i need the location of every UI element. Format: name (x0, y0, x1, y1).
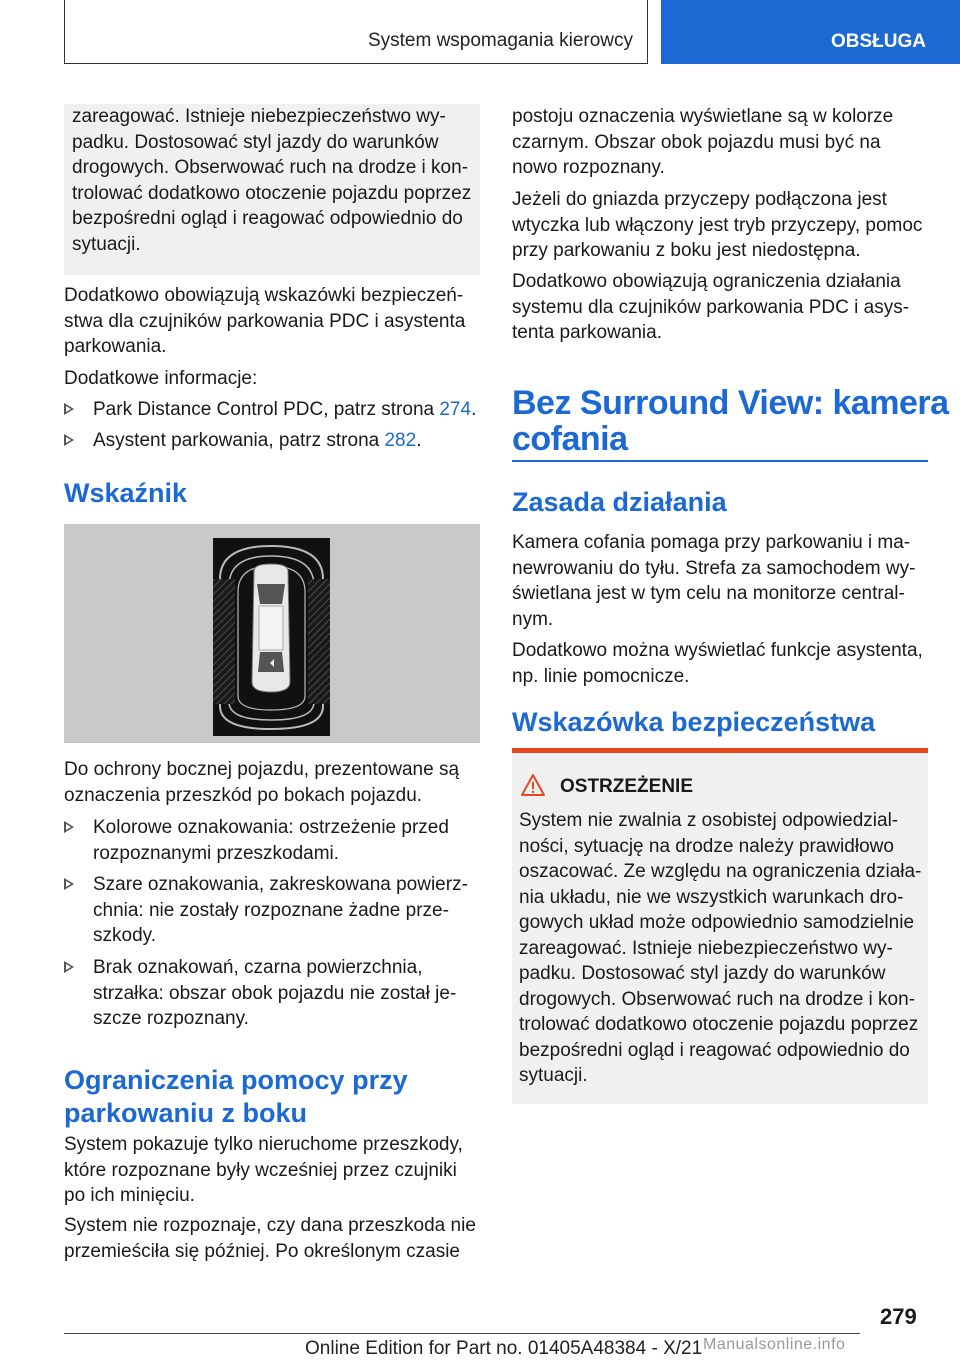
warning-text: zareagować. Istnieje niebezpieczeństwo wy- padku. Dostosować styl jazdy do warunków drogowych. Obserwować ruch na drodze i kon- trolować dodatkowo otoczenie pojazdu poprzez bezpośredni ogląd i reagować odpowiednio do sytuacji. (72, 106, 472, 255)
warning-text: System nie zwalnia z osobistej odpowiedzial- ności, sytuację na drodze należy prawidłowo oszacować. Ze względu na ograniczenia działa- nia układu, nie we wszystkich warunkach dro- gowych układ może odpowiednio samodzielnie zareagować. Istnieje niebezpieczeństwo wy- padku. Dostosować styl jazdy do warunków drogowych. Obserwować ruch na drodze i kon- trolować dodatkowo otoczenie pojazdu poprzez bezpośredni ogląd i reagować odpowiednio do sytuacji. (519, 810, 922, 1086)
heading-side-parking-limits: Ograniczenia pomocy przy parkowaniu z boku (64, 1065, 408, 1128)
triangle-bullet-icon (64, 434, 74, 446)
heading-rear-camera: Bez Surround View: kamera cofania (512, 384, 949, 458)
warning-box (512, 748, 928, 1104)
parking-view-illustration (64, 524, 480, 743)
warning-triangle-icon (520, 773, 546, 797)
paragraph-static-obstacles: System pokazuje tylko nieruchome przeszkody, które rozpoznane były wcześniej przez czujniki po ich minięciu. (64, 1134, 463, 1206)
triangle-bullet-icon (64, 403, 74, 415)
heading-safety-note: Wskazówka bezpieczeństwa (512, 707, 876, 737)
heading-divider (512, 460, 928, 462)
warning-box-continued (64, 104, 480, 275)
footer-divider (64, 1333, 860, 1334)
paragraph-more-info: Dodatkowe informacje: (64, 368, 258, 389)
header-section-tab (661, 0, 960, 64)
triangle-bullet-icon (64, 961, 74, 973)
paragraph-assistant-functions: Dodatkowo można wyświetlać funkcje asystenta, np. linie pomocnicze. (512, 640, 923, 687)
paragraph-trailer: Jeżeli do gniazda przyczepy podłączona jest wtyczka lub włączony jest tryb przyczepy, pomoc przy parkowaniu z boku jest niedostępna. (512, 189, 923, 261)
triangle-bullet-icon (64, 878, 74, 890)
warning-top-bar (512, 748, 928, 753)
warning-title: OSTRZEŻENIE (560, 776, 694, 797)
footer-edition: Online Edition for Part no. 01405A48384 - X/21 (305, 1338, 703, 1359)
car-side-protection-icon (64, 524, 480, 743)
page-link[interactable]: 282 (384, 430, 417, 451)
paragraph-camera-function: Kamera cofania pomaga przy parkowaniu i ma- newrowaniu do tyłu. Strefa za samochodem wy- świetlana jest w tym celu na monitorze central- nym. (512, 532, 916, 630)
page-link[interactable]: 274 (439, 399, 472, 420)
triangle-bullet-icon (64, 821, 74, 833)
header-section-label: OBSŁUGA (831, 31, 926, 52)
watermark: Manualsonline.info (703, 1336, 846, 1353)
header-title-box (64, 0, 648, 64)
paragraph-side-protection: Do ochrony bocznej pojazdu, prezentowane są oznaczenia przeszkód po bokach pojazdu. (64, 759, 460, 806)
paragraph-black-markings: postoju oznaczenia wyświetlane są w kolorze czarnym. Obszar obok pojazdu musi być na nowo rozpoznany. (512, 106, 894, 178)
paragraph-safety-note: Dodatkowo obowiązują wskazówki bezpieczeń- stwa dla czujników parkowania PDC i asystenta parkowania. (64, 285, 466, 357)
header-title: System wspomagania kierowcy (367, 30, 633, 51)
paragraph-obstacle-moved: System nie rozpoznaje, czy dana przeszkoda nie przemieściła się później. Po określonym czasie (64, 1215, 476, 1262)
heading-principle: Zasada działania (512, 487, 727, 517)
heading-indicator: Wskaźnik (64, 478, 188, 508)
page-number: 279 (880, 1304, 917, 1329)
paragraph-limitations: Dodatkowo obowiązują ograniczenia działania systemu dla czujników parkowania PDC i asys- tenta parkowania. (512, 271, 910, 343)
